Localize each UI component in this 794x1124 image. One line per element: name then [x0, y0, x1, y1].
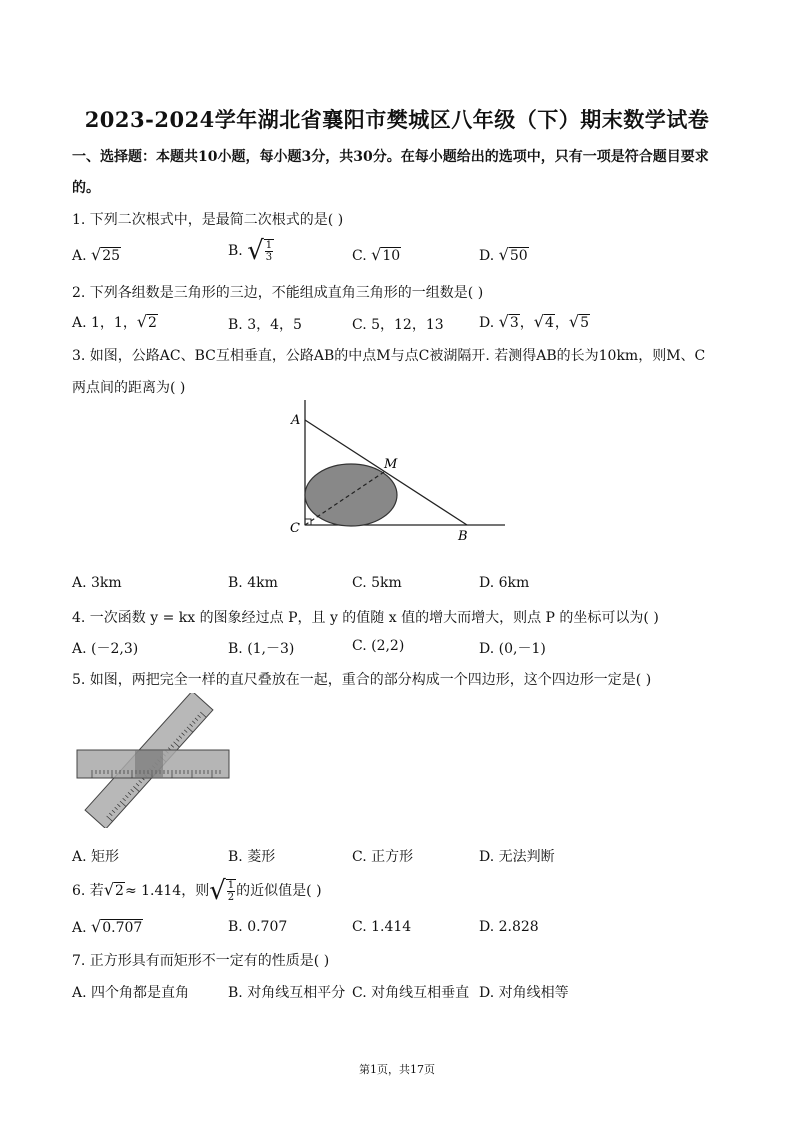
q7-option-d: D. 对角线相等: [479, 985, 569, 1001]
q5-option-d: D. 无法判断: [479, 849, 555, 865]
q1-stem: 1. 下列二次根式中，是最简二次根式的是( ): [72, 212, 344, 228]
label-c: C: [290, 521, 300, 536]
q5-option-c: C. 正方形: [352, 849, 414, 865]
q6-option-b: B. 0.707: [228, 919, 288, 935]
q1-option-a: A. √25: [72, 245, 121, 264]
q6-option-c: C. 1.414: [352, 919, 412, 935]
q4-option-a: A. (－2,3): [72, 641, 139, 657]
q2-option-d: D. √3，√4，√5: [479, 312, 590, 331]
q5-stem: 5. 如图，两把完全一样的直尺叠放在一起，重合的部分构成一个四边形，这个四边形一定是( ): [72, 672, 652, 688]
section-heading-cont: 的。: [72, 180, 100, 196]
q4-option-c: C. (2,2): [352, 638, 405, 654]
q4-stem: 4. 一次函数 y = kx 的图象经过点 P，且 y 的值随 x 值的增大而增大，则点 P 的坐标可以为( ): [72, 610, 659, 626]
q1-option-b: B. √ $\frac{1}{3}$: [228, 236, 273, 266]
overlap-rhombus: [135, 750, 163, 778]
label-a: A: [291, 413, 301, 428]
q1-option-d: D. √50: [479, 245, 528, 264]
q3-option-b: B. 4km: [228, 575, 278, 591]
q7-stem: 7. 正方形具有而矩形不一定有的性质是( ): [72, 953, 330, 969]
q2-option-c: C. 5，12，13: [352, 317, 444, 333]
q3-stem-cont: 两点间的距离为( ): [72, 380, 186, 396]
page-footer: 第1页，共17页: [359, 1063, 435, 1076]
q3-figure: [285, 400, 515, 545]
page-title: 2023-2024学年湖北省襄阳市樊城区八年级（下）期末数学试卷: [84, 107, 710, 132]
q5-option-b: B. 菱形: [228, 849, 276, 865]
q1-option-c: C. √10: [352, 245, 401, 264]
q3-option-a: A. 3km: [72, 575, 122, 591]
q2-option-a: A. 1，1，√2: [72, 312, 157, 331]
q5-option-a: A. 矩形: [72, 849, 120, 865]
q4-option-b: B. (1,－3): [228, 641, 295, 657]
section-heading: 一、选择题：本题共10小题，每小题3分，共30分。在每小题给出的选项中，只有一项是符合题目要求: [72, 149, 709, 165]
q7-option-a: A. 四个角都是直角: [72, 985, 190, 1001]
q5-figure: [72, 693, 234, 828]
q6-option-a: A. √0.707: [72, 917, 143, 936]
q7-option-b: B. 对角线互相平分: [228, 985, 346, 1001]
q7-option-c: C. 对角线互相垂直: [352, 985, 470, 1001]
q3-option-d: D. 6km: [479, 575, 530, 591]
lake: [305, 464, 397, 526]
q2-option-b: B. 3，4，5: [228, 317, 302, 333]
label-b: B: [458, 529, 468, 544]
q3-stem: 3. 如图，公路AC、BC互相垂直，公路AB的中点M与点C被湖隔开. 若测得AB的长为10km，则M、C: [72, 348, 706, 364]
q2-stem: 2. 下列各组数是三角形的三边，不能组成直角三角形的一组数是( ): [72, 285, 484, 301]
q6-option-d: D. 2.828: [479, 919, 539, 935]
label-m: M: [384, 457, 398, 472]
q6-stem: 6. 若√2≈ 1.414，则√ $\frac{1}{2}$ 的近似值是( ): [72, 876, 322, 906]
q4-option-d: D. (0,－1): [479, 641, 546, 657]
q3-option-c: C. 5km: [352, 575, 402, 591]
